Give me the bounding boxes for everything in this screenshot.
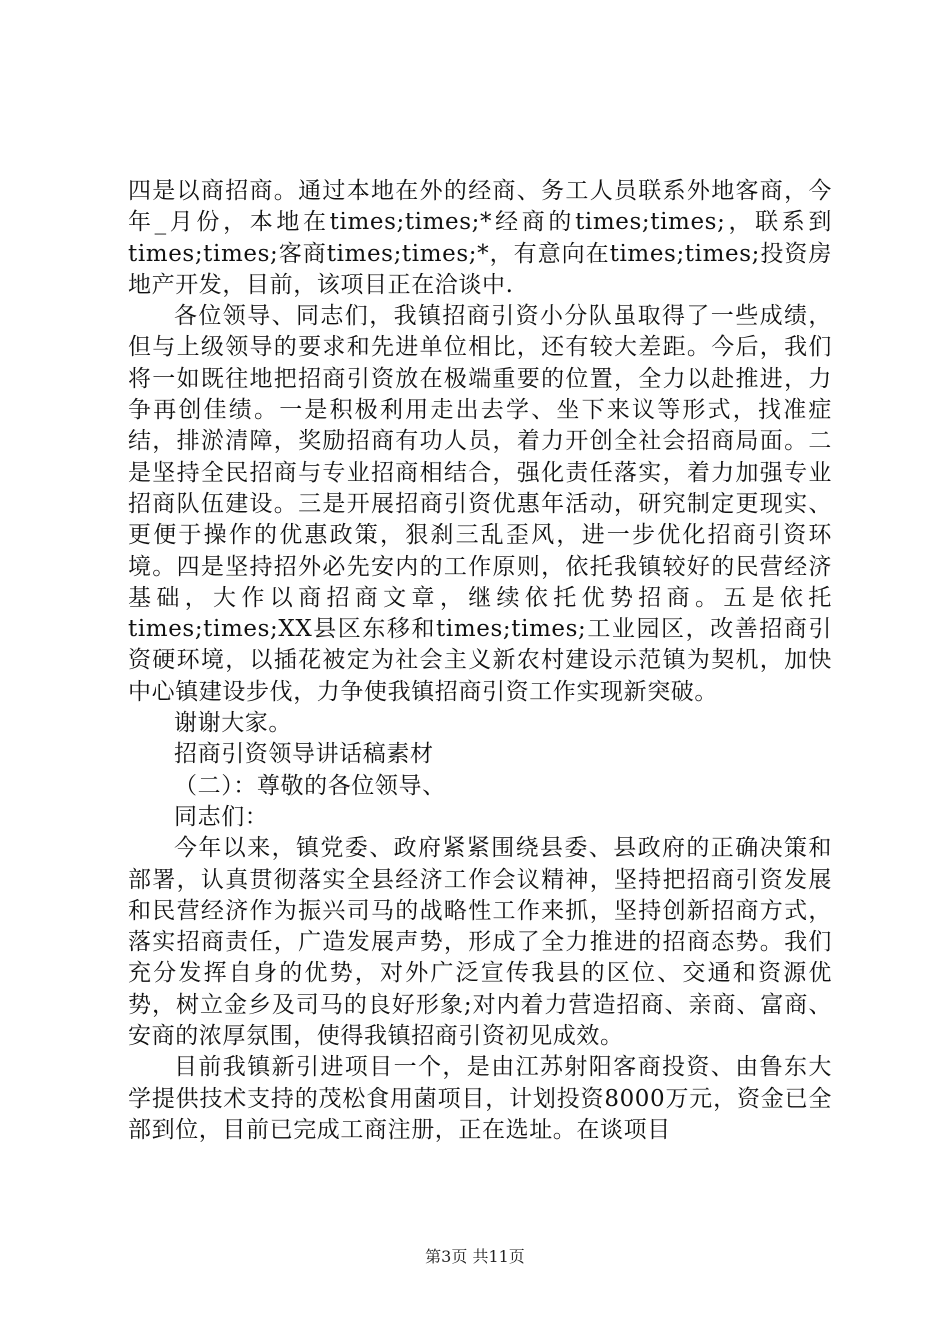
- paragraph-8: 目前我镇新引进项目一个，是由江苏射阳客商投资、由鲁东大学提供技术支持的茂松食用菌项目，计划投资8000万元，资金已全部到位，目前已完成工商注册，正在选址。在谈项目: [128, 1054, 832, 1143]
- paragraph-7: 今年以来，镇党委、政府紧紧围绕县委、县政府的正确决策和部署，认真贯彻落实全县经济工作会议精神，坚持把招商引资发展和民营经济作为振兴司马的战略性工作来抓，坚持创新招商方式，落实招商责任，广造发展声势，形成了全力推进的招商态势。我们充分发挥自身的优势，对外广泛宣传我县的区位、交通和资源优势，树立金乡及司马的良好形象;对内着力营造招商、亲商、富商、安商的浓厚氛围，使得我镇招商引资初见成效。: [128, 835, 832, 1050]
- paragraph-3: 谢谢大家。: [174, 710, 292, 737]
- page-footer: 第3页 共11页: [425, 1247, 525, 1266]
- paragraph-1: 四是以商招商。通过本地在外的经商、务工人员联系外地客商，今年_月份，本地在times;times;*经商的times;times;，联系到times;times;客商times;times;*，有意向在times;times;投资房地产开发，目前，该项目正在洽谈中.: [128, 178, 832, 298]
- paragraph-4: 招商引资领导讲话稿素材: [174, 741, 434, 768]
- paragraph-5: （二）：尊敬的各位领导、: [174, 772, 446, 799]
- paragraph-2: 各位领导、同志们，我镇招商引资小分队虽取得了一些成绩，但与上级领导的要求和先进单位相比，还有较大差距。今后，我们将一如既往地把招商引资放在极端重要的位置，全力以赴推进，力争再创佳绩。一是积极利用走出去学、坐下来议等形式，找准症结，排淤清障，奖励招商有功人员，着力开创全社会招商局面。二是坚持全民招商与专业招商相结合，强化责任落实，着力加强专业招商队伍建设。三是开展招商引资优惠年活动，研究制定更现实、更便于操作的优惠政策，狠刹三乱歪风，进一步优化招商引资环境。四是坚持招外必先安内的工作原则，依托我镇较好的民营经济基础，大作以商招商文章，继续依托优势招商。五是依托times;times;XX县区东移和times;times;工业园区，改善招商引资硬环境，以插花被定为社会主义新农村建设示范镇为契机，加快中心镇建设步伐，力争使我镇招商引资工作实现新突破。: [128, 303, 832, 705]
- document-body: [128, 176, 832, 1146]
- paragraph-6: 同志们：: [174, 803, 269, 830]
